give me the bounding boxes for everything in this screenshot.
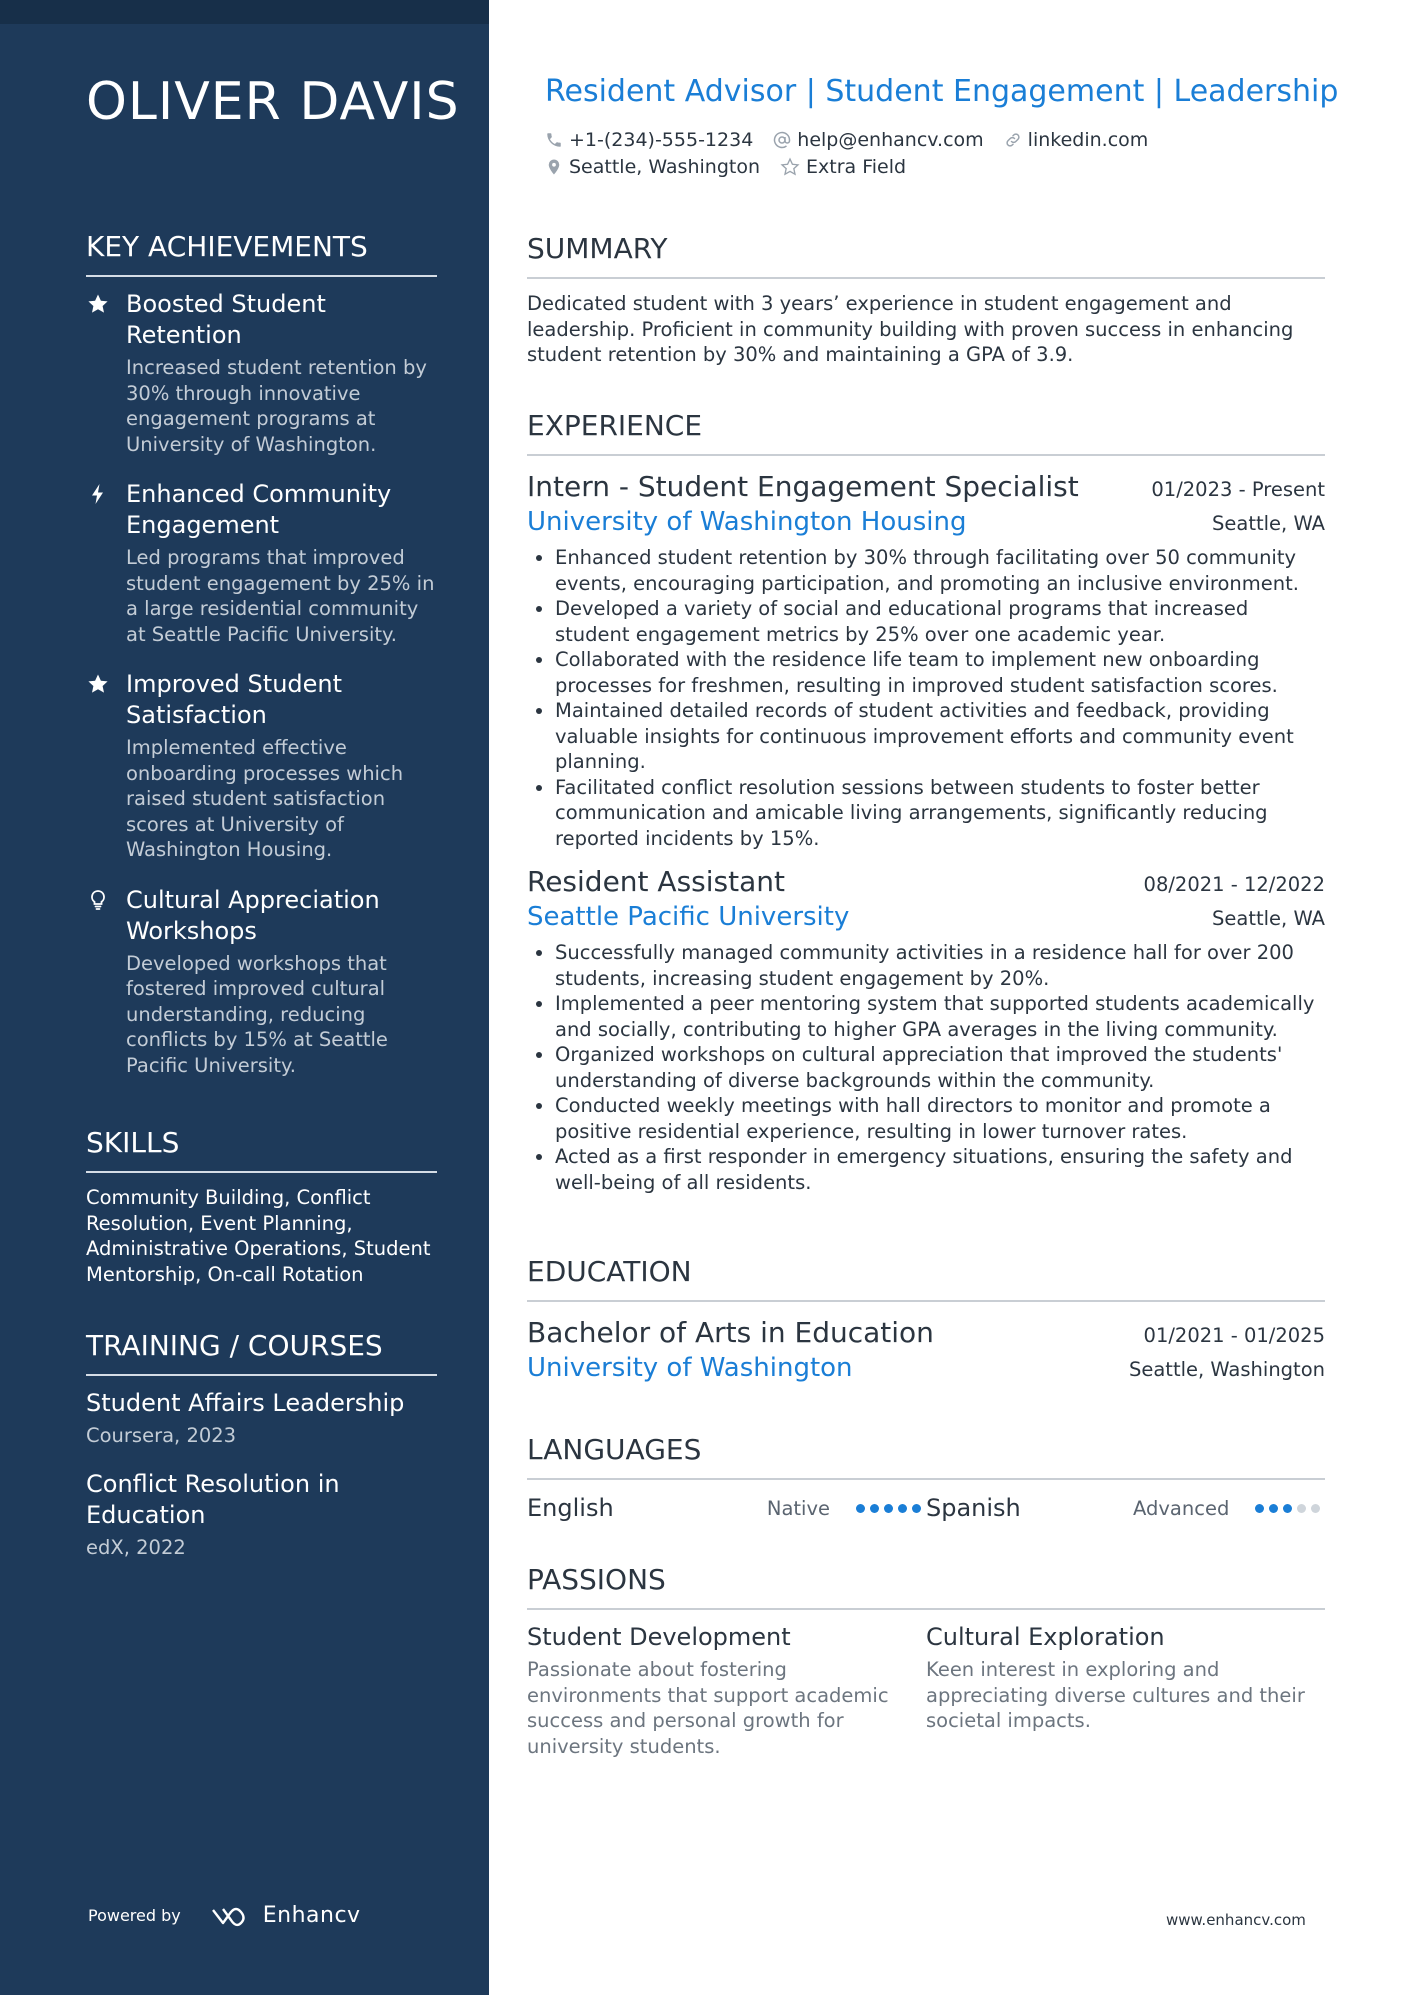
proficiency-dot-filled — [1283, 1504, 1292, 1513]
training-section — [86, 1329, 437, 1581]
phone-icon — [545, 131, 563, 149]
summary-section — [527, 232, 1325, 368]
skills-list: Community Building, Conflict Resolution, Event Planning, Administrative Operations, Student Mentorship, On-call Rotation — [86, 1186, 431, 1286]
candidate-name: OLIVER DAVIS — [86, 72, 460, 132]
achievement-item — [86, 479, 437, 647]
sidebar-top-band — [0, 0, 489, 24]
job-organization: University of Washington Housing — [527, 507, 967, 537]
bullet-item: • Facilitated conflict resolution sessions between students to foster better communication and amicable living arrangements, significantly reducing reported incidents by 15%. — [555, 775, 1325, 852]
star-outline-icon — [780, 157, 800, 177]
proficiency-dot-filled — [1255, 1504, 1264, 1513]
passion-description: Keen interest in exploring and appreciating diverse cultures and their societal impacts. — [926, 1658, 1305, 1732]
linkedin-text: linkedin.com — [1027, 128, 1149, 151]
job-location: Seattle, WA — [1212, 907, 1325, 930]
bullet-item: • Developed a variety of social and educational programs that increased student engagement metrics by 25% over one academic year. — [555, 596, 1325, 647]
summary-text: Dedicated student with 3 years’ experience in student engagement and leadership. Proficient in community building with proven success in enhancing student retention by 30% and maintaining a GPA of 3.9. — [527, 292, 1294, 366]
enhancv-logo-icon — [209, 1904, 255, 1928]
passion-item — [926, 1622, 1325, 1759]
language-name: Spanish — [926, 1494, 1021, 1522]
job-date: 08/2021 - 12/2022 — [1143, 873, 1325, 896]
location-contact — [545, 156, 760, 178]
summary-heading: SUMMARY — [527, 232, 1325, 279]
passion-item — [527, 1622, 926, 1759]
star-icon — [86, 672, 110, 696]
school-location: Seattle, Washington — [1128, 1358, 1325, 1381]
skills-heading: SKILLS — [86, 1126, 437, 1173]
phone-contact[interactable] — [545, 129, 753, 151]
contact-block — [545, 126, 1168, 180]
job-bullets — [527, 545, 1325, 851]
proficiency-dot-filled — [898, 1504, 907, 1513]
language-item — [527, 1490, 926, 1526]
achievement-title: Cultural Appreciation Workshops — [126, 885, 380, 945]
achievement-description: Led programs that improved student engagement by 25% in a large residential community at Seattle Pacific University. — [126, 546, 435, 646]
achievement-description: Developed workshops that fostered improved cultural understanding, reducing conflicts by 15% at Seattle Pacific University. — [126, 951, 388, 1077]
achievement-item — [86, 289, 437, 457]
proficiency-dot-filled — [1269, 1504, 1278, 1513]
proficiency-dot-filled — [912, 1504, 921, 1513]
education-section — [527, 1255, 1325, 1383]
extra-field-contact — [780, 156, 906, 178]
bullet-item: • Implemented a peer mentoring system that supported students academically and socially, contributing to higher GPA averages in the living community. — [555, 991, 1325, 1042]
job-title: Intern - Student Engagement Specialist — [527, 470, 1079, 503]
achievement-title: Improved Student Satisfaction — [126, 670, 343, 729]
language-level: Native — [766, 1496, 830, 1520]
bullet-item: • Acted as a first responder in emergency situations, ensuring the safety and well-being of all residents. — [555, 1144, 1325, 1195]
languages-heading: LANGUAGES — [527, 1433, 1325, 1480]
course-title: Conflict Resolution in Education — [86, 1470, 340, 1529]
key-achievements-section — [86, 230, 437, 1100]
passions-section — [527, 1563, 1325, 1759]
linkedin-contact[interactable] — [1004, 129, 1149, 151]
job-date: 01/2023 - Present — [1151, 478, 1325, 501]
course-provider: edX, 2022 — [86, 1536, 186, 1559]
email-text: help@enhancv.com — [797, 128, 984, 151]
proficiency-dots — [856, 1504, 926, 1513]
course-provider: Coursera, 2023 — [86, 1424, 237, 1447]
degree-title: Bachelor of Arts in Education — [527, 1316, 934, 1349]
course-item — [86, 1388, 437, 1449]
achievement-title: Boosted Student Retention — [126, 290, 326, 349]
passion-description: Passionate about fostering environments that support academic success and personal growth for university students. — [527, 1658, 889, 1758]
bullet-item: • Maintained detailed records of student activities and feedback, providing valuable insights for continuous improvement efforts and community event planning. — [555, 698, 1325, 775]
link-icon — [1004, 131, 1022, 149]
education-heading: EDUCATION — [527, 1255, 1325, 1302]
proficiency-dot-empty — [1297, 1504, 1306, 1513]
job-entry — [527, 470, 1325, 851]
experience-heading: EXPERIENCE — [527, 409, 1325, 456]
powered-by-label: Powered by — [88, 1906, 181, 1925]
bullet-item: • Enhanced student retention by 30% through facilitating over 50 community events, encouraging participation, and promoting an inclusive environment. — [555, 545, 1325, 596]
training-heading: TRAINING / COURSES — [86, 1329, 437, 1376]
key-achievements-heading: KEY ACHIEVEMENTS — [86, 230, 437, 277]
proficiency-dot-filled — [856, 1504, 865, 1513]
proficiency-dot-filled — [884, 1504, 893, 1513]
achievement-description: Implemented effective onboarding processes which raised student satisfaction scores at University of Washington Housing. — [126, 736, 404, 861]
bullet-item: • Organized workshops on cultural appreciation that improved the students' understanding of diverse backgrounds within the community. — [555, 1042, 1325, 1093]
job-title: Resident Assistant — [527, 865, 785, 898]
footer-url[interactable]: www.enhancv.com — [1166, 1911, 1306, 1929]
language-level: Advanced — [1133, 1496, 1230, 1520]
extra-field-text: Extra Field — [806, 155, 907, 178]
job-location: Seattle, WA — [1212, 512, 1325, 535]
passion-title: Student Development — [527, 1623, 791, 1651]
achievement-title: Enhanced Community Engagement — [126, 480, 392, 539]
achievement-description: Increased student retention by 30% through innovative engagement programs at University of Washington. — [126, 356, 427, 456]
achievement-item — [86, 885, 437, 1079]
skills-section — [86, 1126, 437, 1287]
course-item — [86, 1469, 437, 1561]
experience-section — [527, 409, 1325, 1195]
passion-title: Cultural Exploration — [926, 1623, 1165, 1651]
course-title: Student Affairs Leadership — [86, 1389, 405, 1417]
proficiency-dot-filled — [870, 1504, 879, 1513]
location-pin-icon — [545, 158, 563, 176]
bullet-item: • Conducted weekly meetings with hall directors to monitor and promote a positive residential experience, resulting in lower turnover rates. — [555, 1093, 1325, 1144]
phone-text: +1-(234)-555-1234 — [569, 128, 754, 151]
headline: Resident Advisor | Student Engagement | Leadership — [545, 74, 1339, 109]
proficiency-dot-empty — [1311, 1504, 1320, 1513]
bullet-item: • Collaborated with the residence life team to implement new onboarding processes for freshmen, resulting in improved student satisfaction scores. — [555, 647, 1325, 698]
bullet-item: • Successfully managed community activities in a residence hall for over 200 students, increasing student engagement by 20%. — [555, 940, 1325, 991]
powered-by — [88, 1903, 361, 1928]
brand-name: Enhancv — [262, 1903, 361, 1928]
education-entry — [527, 1316, 1325, 1383]
education-date: 01/2021 - 01/2025 — [1143, 1324, 1325, 1347]
proficiency-dots — [1255, 1504, 1325, 1513]
email-contact[interactable] — [773, 129, 983, 151]
languages-section — [527, 1433, 1325, 1526]
at-sign-icon — [773, 131, 791, 149]
school-name: University of Washington — [527, 1353, 853, 1383]
sidebar — [0, 0, 489, 1995]
brand-logo[interactable] — [209, 1903, 361, 1928]
location-text: Seattle, Washington — [569, 155, 760, 178]
passions-heading: PASSIONS — [527, 1563, 1325, 1610]
job-entry — [527, 865, 1325, 1195]
language-item — [926, 1490, 1325, 1526]
lightning-icon — [86, 482, 110, 506]
star-icon — [86, 292, 110, 316]
job-organization: Seattle Pacific University — [527, 902, 850, 932]
achievement-item — [86, 669, 437, 863]
language-name: English — [527, 1494, 614, 1522]
lightbulb-icon — [86, 888, 110, 912]
job-bullets — [527, 940, 1325, 1195]
